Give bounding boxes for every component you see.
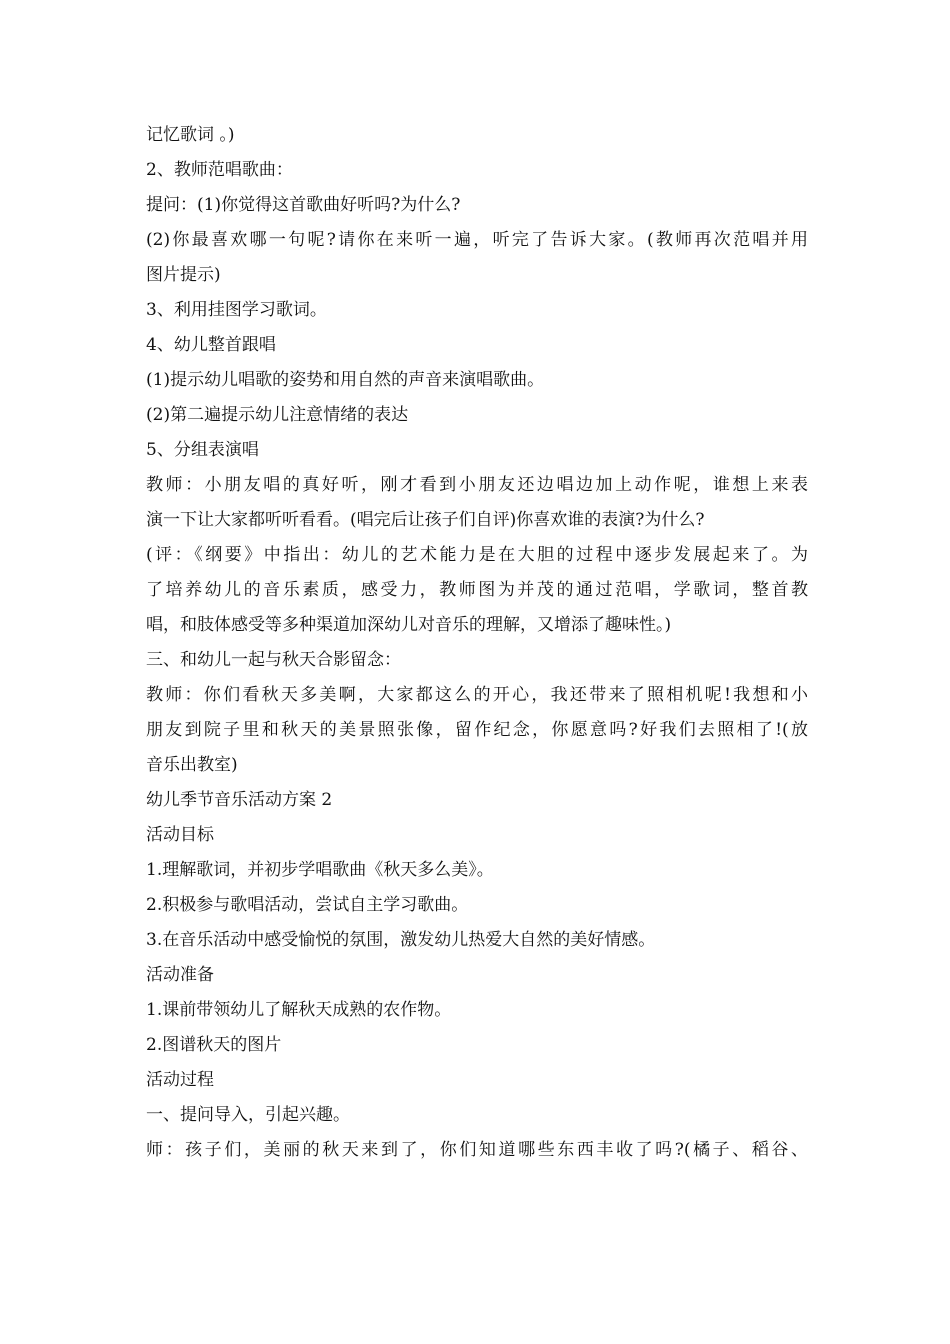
- text-line: 唱，和肢体感受等多种渠道加深幼儿对音乐的理解，又增添了趣味性。): [146, 615, 672, 635]
- text-line: (2)第二遍提示幼儿注意情绪的表达: [146, 405, 409, 425]
- text-line: 师：孩子们，美丽的秋天来到了，你们知道哪些东西丰收了吗?(橘子、稻谷、: [146, 1140, 808, 1160]
- text-line: (2)你最喜欢哪一句呢?请你在来听一遍，听完了告诉大家。(教师再次范唱并用: [146, 230, 808, 250]
- text-line: 音乐出教室): [146, 755, 238, 775]
- text-line: 一、提问导入，引起兴趣。: [146, 1105, 350, 1125]
- text-line: 教师：你们看秋天多美啊，大家都这么的开心，我还带来了照相机呢!我想和小: [146, 685, 808, 705]
- text-line: (1)提示幼儿唱歌的姿势和用自然的声音来演唱歌曲。: [146, 370, 545, 390]
- text-line: 三、和幼儿一起与秋天合影留念：: [146, 650, 401, 670]
- text-line: 2、教师范唱歌曲：: [146, 160, 293, 180]
- text-line: 5、分组表演唱: [146, 440, 259, 460]
- text-line: 2.积极参与歌唱活动，尝试自主学习歌曲。: [146, 895, 469, 915]
- text-line: 活动准备: [146, 965, 214, 985]
- text-line: 活动目标: [146, 825, 214, 845]
- text-line: 幼儿季节音乐活动方案 2: [146, 790, 333, 810]
- text-line: 演一下让大家都听听看看。(唱完后让孩子们自评)你喜欢谁的表演?为什么?: [146, 510, 705, 530]
- text-line: 1.课前带领幼儿了解秋天成熟的农作物。: [146, 1000, 452, 1020]
- text-line: 4、幼儿整首跟唱: [146, 335, 276, 355]
- text-line: 教师：小朋友唱的真好听，刚才看到小朋友还边唱边加上动作呢，谁想上来表: [146, 475, 808, 495]
- text-line: 3.在音乐活动中感受愉悦的氛围，激发幼儿热爱大自然的美好情感。: [146, 930, 656, 950]
- text-line: (评：《纲要》中指出：幼儿的艺术能力是在大胆的过程中逐步发展起来了。为: [146, 545, 808, 565]
- text-line: 2.图谱秋天的图片: [146, 1035, 282, 1055]
- text-line: 记忆歌词 。): [146, 125, 235, 145]
- text-line: 3、利用挂图学习歌词。: [146, 300, 327, 320]
- text-line: 提问：(1)你觉得这首歌曲好听吗?为什么?: [146, 195, 461, 215]
- text-line: 了培养幼儿的音乐素质，感受力，教师图为并茂的通过范唱，学歌词，整首教: [146, 580, 808, 600]
- text-line: 活动过程: [146, 1070, 214, 1090]
- text-line: 朋友到院子里和秋天的美景照张像，留作纪念，你愿意吗?好我们去照相了!(放: [146, 720, 808, 740]
- document-page: [146, 118, 808, 1168]
- text-line: 1.理解歌词，并初步学唱歌曲《秋天多么美》。: [146, 860, 494, 880]
- text-line: 图片提示): [146, 265, 221, 285]
